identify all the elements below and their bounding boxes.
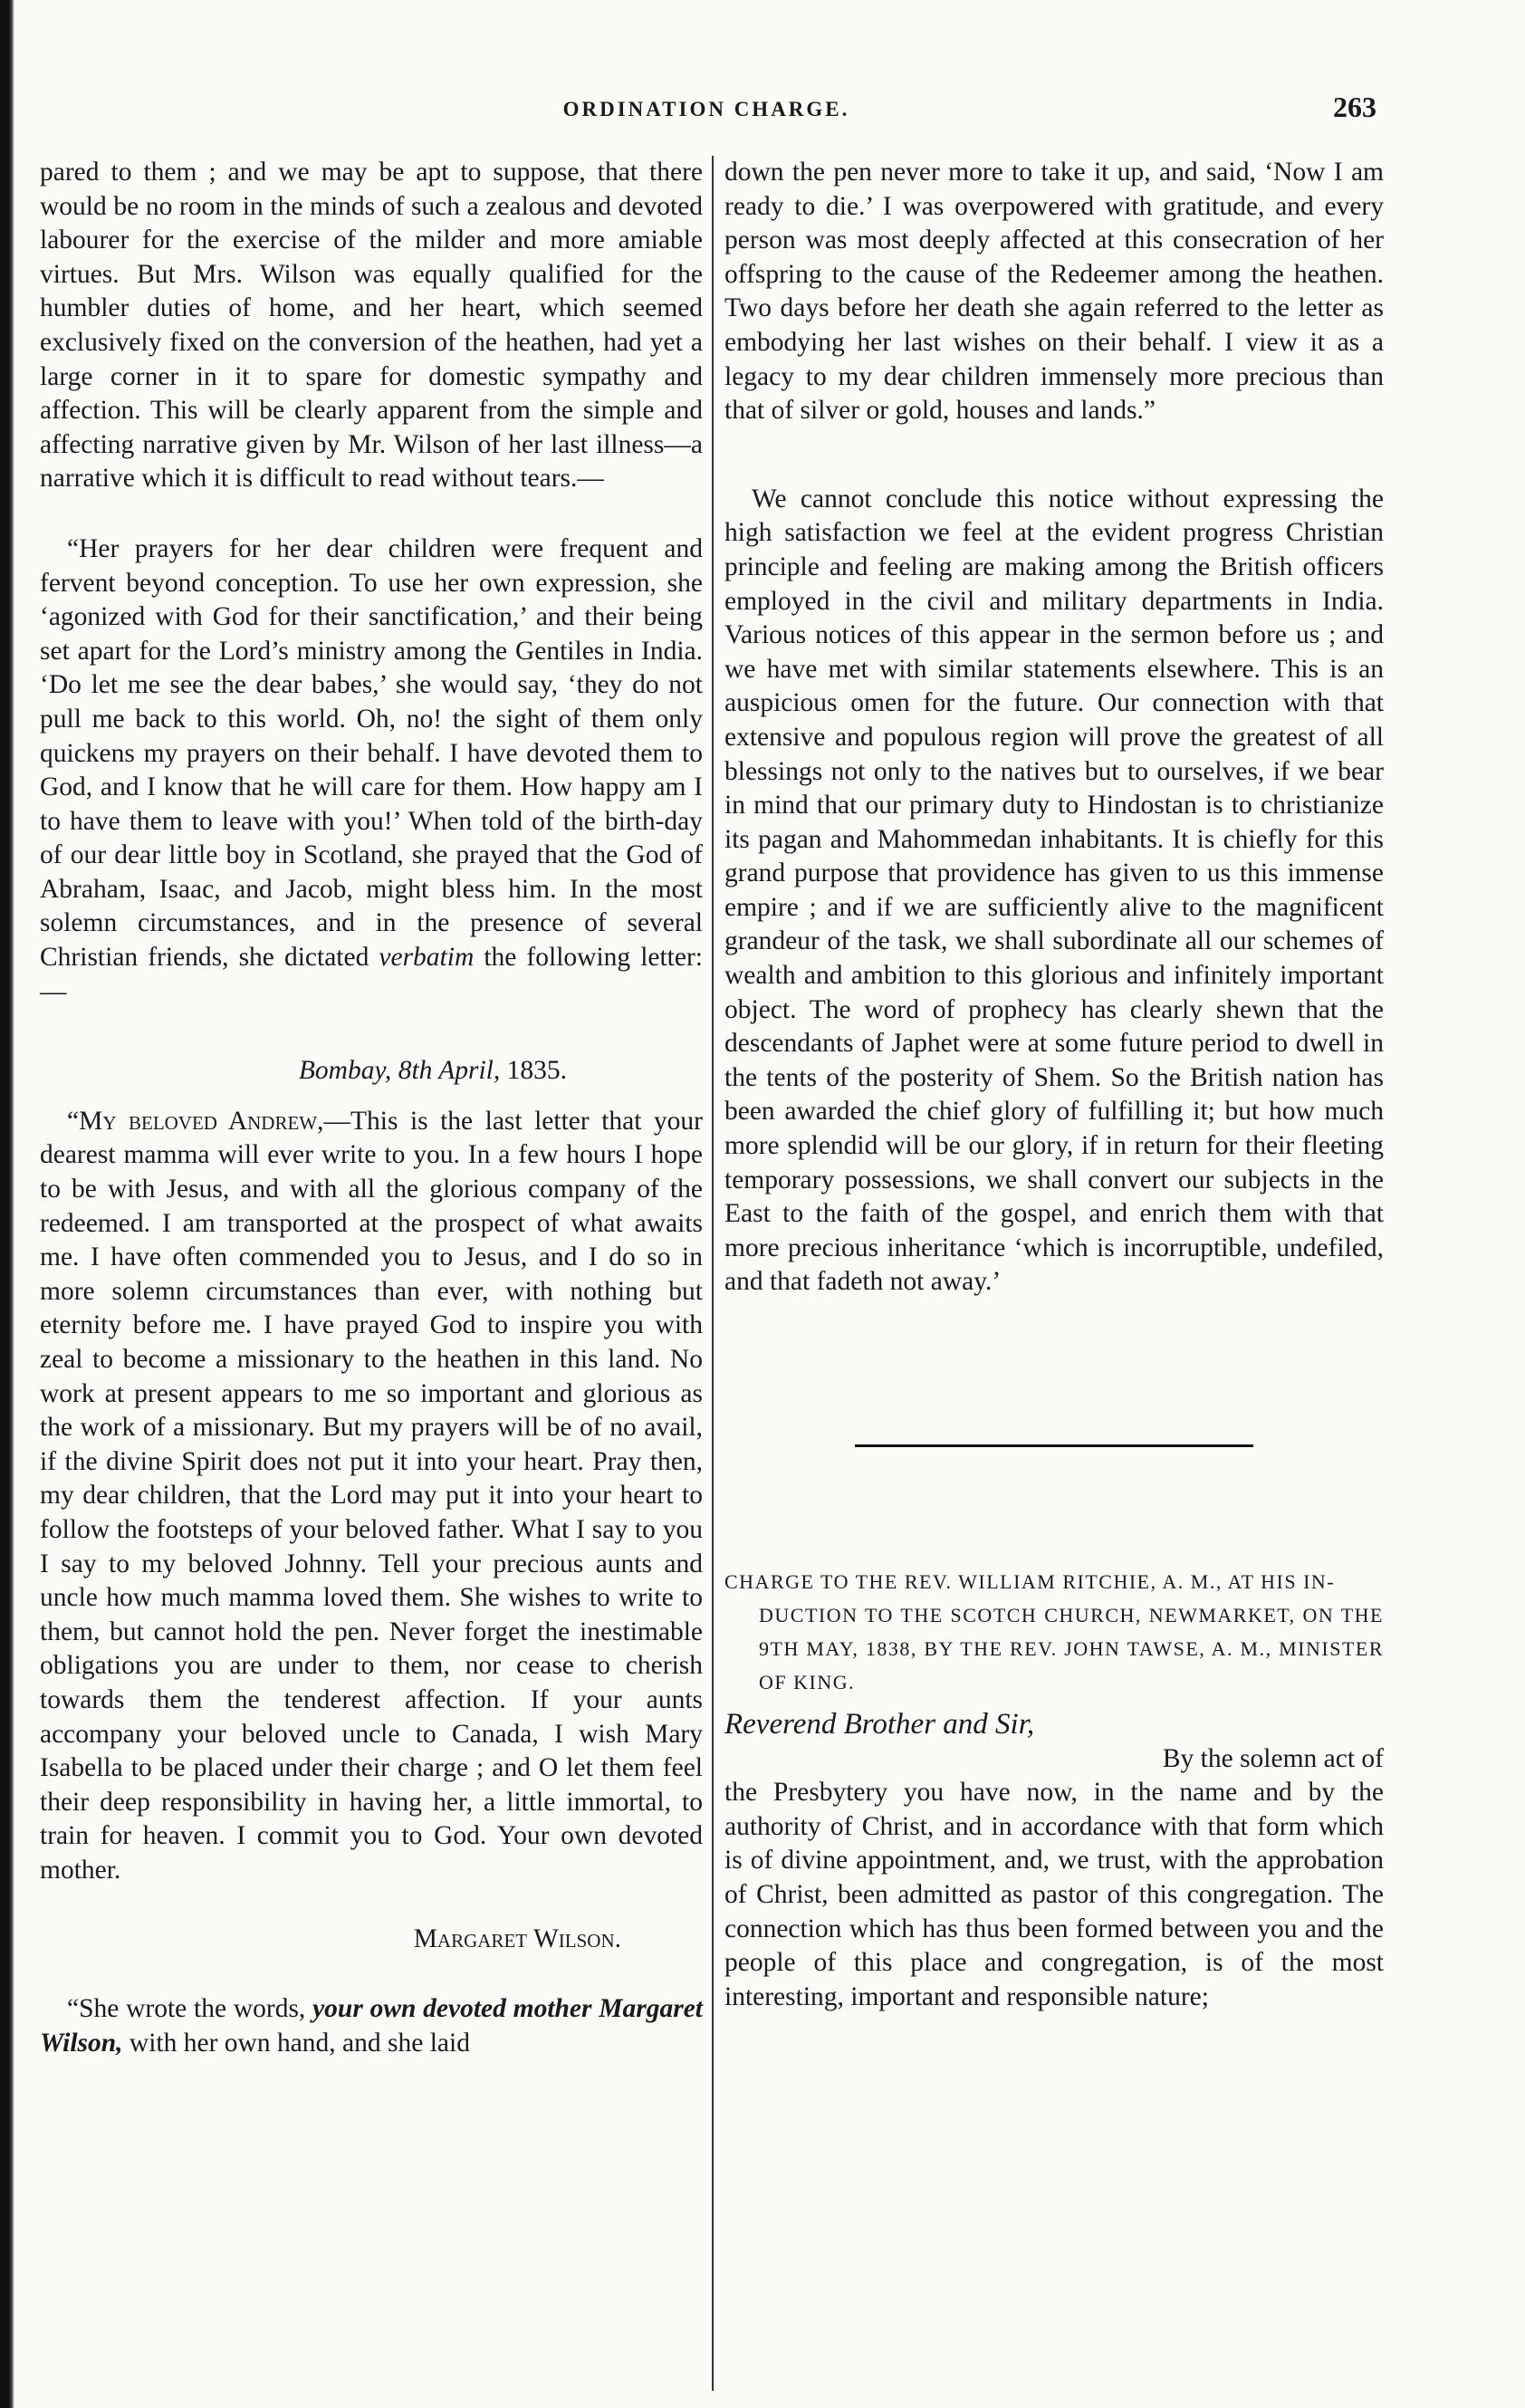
quote-text-end: the following letter:— <box>40 943 703 1006</box>
quote-paragraph <box>40 532 703 1009</box>
charge-heading-rest: DUCTION TO THE SCOTCH CHURCH, NEWMARKET, ON THE 9TH MAY, 1838, BY THE REV. JOHN TAWSE, A. M., MINISTER OF KING. <box>759 1604 1384 1693</box>
italic-term: verbatim <box>379 943 475 973</box>
paragraph: pared to them ; and we may be apt to suppose, that there would be no room in the minds of such a zealous and devoted labourer for the exercise of the milder and more amiable virtues. But Mrs. Wilson was equally qualified for the humbler duties of home, and her heart, which seemed exclusively fixed on the conversion of the heathen, had yet a large corner in it to spare for domestic sympathy and affection. This will be clearly apparent from the simple and affecting narrative given by Mr. Wilson of her last illness—a narrative which it is difficult to read without tears.— <box>40 158 703 494</box>
charge-salutation: Reverend Brother and Sir, <box>724 1708 1035 1741</box>
page-header <box>36 91 1376 134</box>
paragraph <box>40 1992 703 2060</box>
page-number: 263 <box>1333 91 1376 123</box>
charge-heading-line1: CHARGE TO THE REV. WILLIAM RITCHIE, A. M., AT HIS IN- <box>724 1570 1336 1593</box>
page-binding-edge <box>0 0 14 2408</box>
paragraph-text-end: with her own hand, and she laid <box>129 2028 470 2058</box>
letter-signature: Margaret Wilson. <box>413 1924 621 1953</box>
quote-text: “Her prayers for her dear children were frequent and fervent beyond conception. To use her own expression, she ‘agonized with God for their sanctification,’ and their being set apart for the Lord’s ministry among the Gentiles in India. ‘Do let me see the dear babes,’ she would say, ‘they do not pull me back to this world. Oh, no! the sight of them only quickens my prayers on their behalf. I have devoted them to God, and I know that he will care for them. How happy am I to have them to leave with you!’ When told of the birth-day of our dear little boy in Scotland, she prayed that the God of Abraham, Isaac, and Jacob, might bless him. In the most solemn circumstances, and in the presence of several Christian friends, she dictated <box>40 533 703 973</box>
charge-first-line: By the solemn act of <box>1162 1743 1384 1773</box>
paragraph: We cannot conclude this notice without expressing the high satisfaction we feel at the evident progress Christian principle and feeling are making among the British officers employed in the civil and military departments in India. Various notices of this appear in the sermon before us ; and we have met with similar statements elsewhere. This is an auspicious omen for the future. Our connection with that extensive and populous region will prove the greatest of all blessings not only to the natives but to ourselves, if we bear in mind that our primary duty to Hindostan is to christianize its pagan and Mahommedan inhabitants. It is chiefly for this grand purpose that providence has given to us this immense empire ; and if we are sufficiently alive to the magnificent grandeur of the task, we shall subordinate all our schemes of wealth and ambition to this glorious and infinitely important object. The word of prophecy has clearly shewn that the descendants of Japhet were at some future period to dwell in the tents of the posterity of Shem. So the British nation has been awarded the chief glory of fulfilling it; but how much more splendid will be our glory, if in return for their fleeting temporary possessions, we shall convert our subjects in the East to the faith of the gospel, and enrich them with that more precious inheritance ‘which is incorruptible, undefiled, and that fadeth not away.’ <box>724 484 1384 1297</box>
dateline-place: Bombay, <box>298 1056 392 1086</box>
dateline-date: 8th April, <box>398 1056 501 1086</box>
section-rule <box>855 1444 1253 1447</box>
right-column <box>724 156 1384 2014</box>
letter-salutation: My beloved Andrew, <box>79 1106 324 1136</box>
left-column <box>40 156 703 2060</box>
running-title: ORDINATION CHARGE. <box>562 98 850 120</box>
italic-quote: your own devoted mother Margaret Wilson, <box>40 1994 703 2058</box>
letter-body: “My beloved Andrew,—This is the last letter that your dearest mamma will ever write to you. In a few hours I hope to be with Jesus, and with all the glorious company of the redeemed. I am transported at the prospect of what awaits me. I have often commended you to Jesus, and I do so in more solemn circumstances than ever, with nothing but eternity before me. I have prayed God to inspire you with zeal to become a missionary to the heathen in this land. No work at present appears to me so important and glorious as the work of a missionary. But my prayers will be of no avail, if the divine Spirit does not put it into your heart. Pray then, my dear children, that the Lord may put it into your heart to follow the footsteps of your beloved father. What I say to you I say to my beloved Johnny. Tell your precious aunts and uncle how much mamma loved them. She wishes to write to them, but cannot hold the pen. Never forget the inestimable obligations you are under to them, nor cease to cherish towards them the tenderest affection. If your aunts accompany your beloved uncle to Canada, I wish Mary Isabella to be placed under their charge ; and O let them feel their deep responsibility in having her, a little immortal, to train for heaven. I commit you to God. Your own devoted mother. <box>40 1106 703 1885</box>
paragraph-text: “She wrote the words, <box>67 1994 306 2024</box>
charge-heading <box>724 1565 1384 1699</box>
letter-dateline <box>40 1054 703 1089</box>
paragraph: down the pen never more to take it up, and said, ‘Now I am ready to die.’ I was overpowered with gratitude, and every person was most deeply affected at this consecration of her offspring to the cause of the Redeemer among the heathen. Two days before her death she again referred to the letter as embodying her last wishes on their behalf. I view it as a legacy to my dear children immensely more precious than that of silver or gold, houses and lands.” <box>724 158 1384 426</box>
dateline-year: 1835. <box>506 1056 567 1086</box>
letter-text: —This is the last letter that your dearest mamma will ever write to you. In a few hours I hope to be with Jesus, and with all the glorious company of the redeemed. I am transported at the prospect of what awaits me. I have often commended you to Jesus, and I do so in more solemn circumstances than ever, with nothing but eternity before me. I have prayed God to inspire you with zeal to become a missionary to the heathen in this land. No work at present appears to me so important and glorious as the work of a missionary. But my prayers will be of no avail, if the divine Spirit does not put it into your heart. Pray then, my dear children, that the Lord may put it into your heart to follow the footsteps of your beloved father. What I say to you I say to my beloved Johnny. Tell your precious aunts and uncle how much mamma loved them. She wishes to write to them, but cannot hold the pen. Never forget the inestimable obligations you are under to them, nor cease to cherish towards them the tenderest affection. If your aunts accompany your beloved uncle to Canada, I wish Mary Isabella to be placed under their charge ; and O let them feel their deep responsibility in having her, a little immortal, to train for heaven. I commit you to God. Your own devoted mother. <box>40 1106 703 1885</box>
charge-body: the Presbytery you have now, in the name and by the authority of Christ, and in accordance with that form which is of divine appointment, and, we trust, with the approbation of Christ, been admitted as pastor of this congregation. The connection which has thus been formed between you and the people of this place and congregation, is of the most interesting, important and responsible nature; <box>724 1778 1384 2011</box>
column-divider <box>712 156 714 2391</box>
